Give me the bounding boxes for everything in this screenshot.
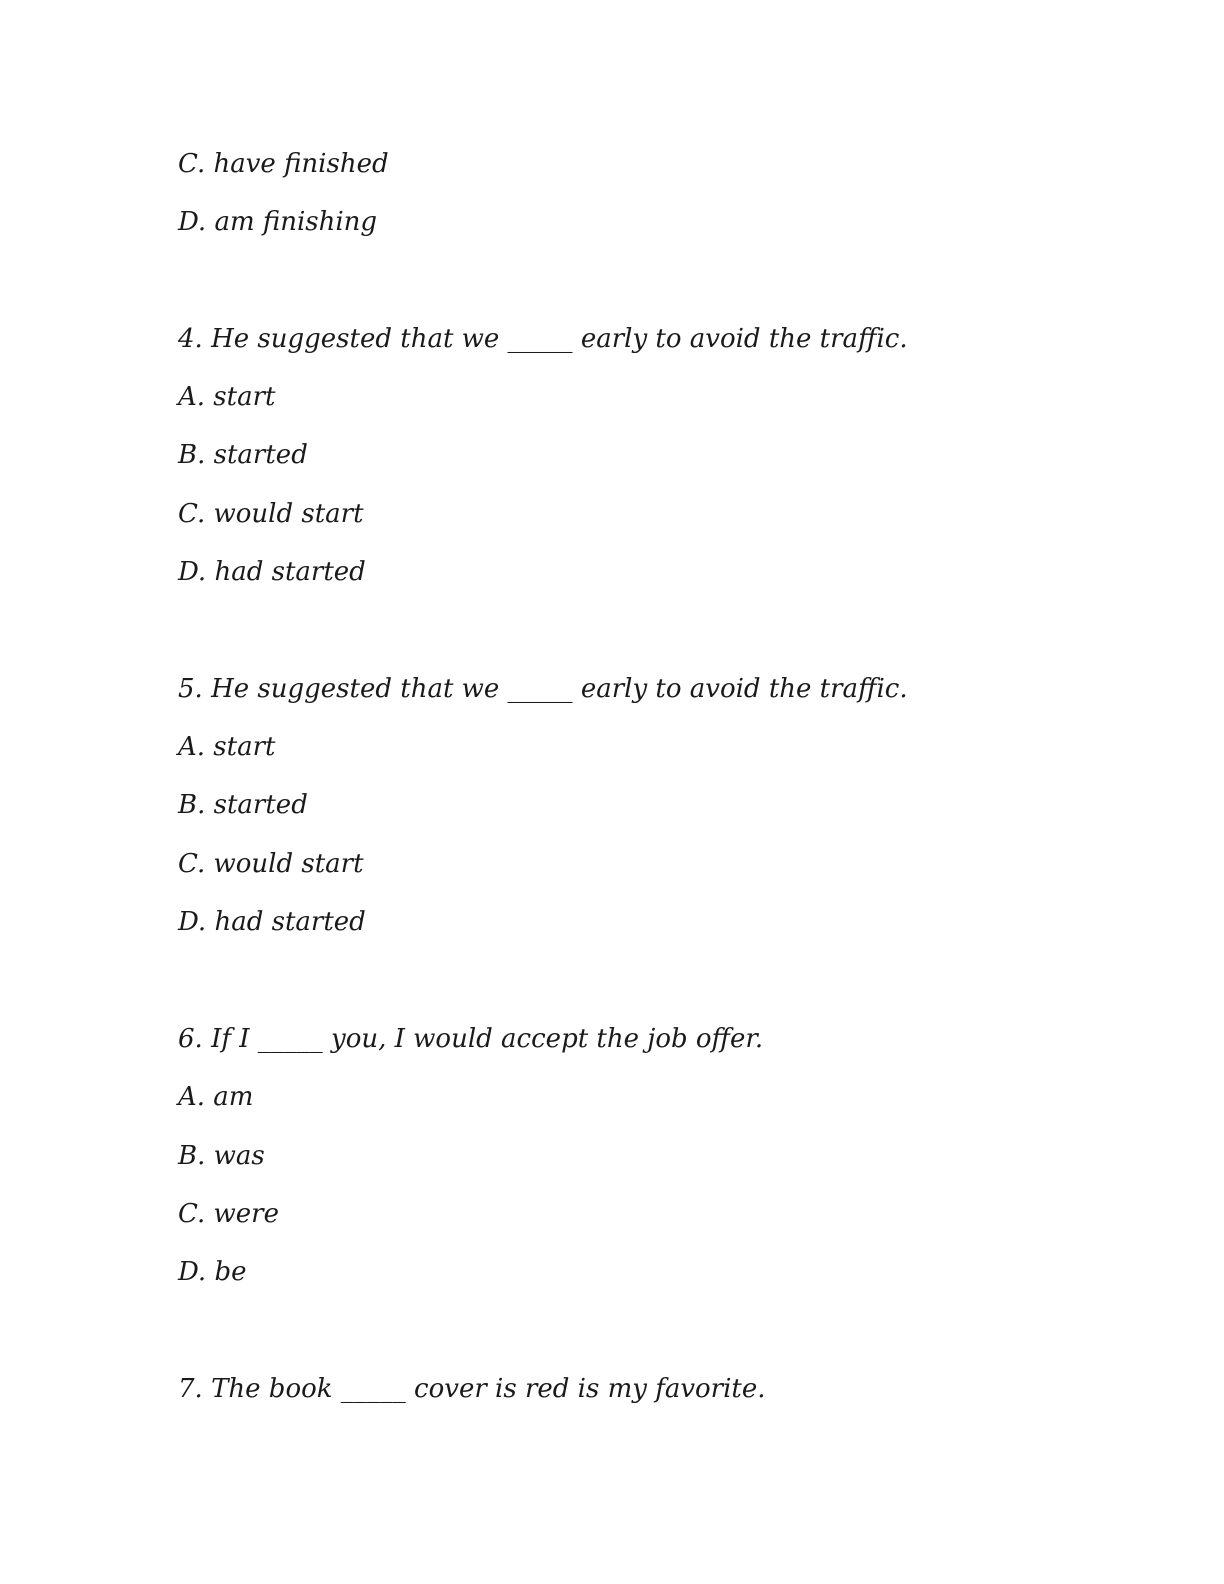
q5-option-c: C. would start [178,849,364,879]
q6-option-b: B. was [178,1141,265,1171]
q3-option-d: D. am finishing [178,207,378,237]
q5-question: 5. He suggested that we _____ early to avoid the traffic. [178,674,908,704]
q4-option-c: C. would start [178,499,364,529]
q4-question: 4. He suggested that we _____ early to avoid the traffic. [178,324,908,354]
q5-option-a: A. start [178,732,276,762]
q3-option-c: C. have finished [178,149,389,179]
q4-option-d: D. had started [178,557,366,587]
q4-option-a: A. start [178,382,276,412]
q5-option-b: B. started [178,790,308,820]
q6-option-a: A. am [178,1082,254,1112]
q5-option-d: D. had started [178,907,366,937]
q6-question: 6. If I _____ you, I would accept the job offer. [178,1024,764,1054]
q7-question: 7. The book _____ cover is red is my favorite. [178,1374,766,1404]
q6-option-c: C. were [178,1199,279,1229]
q4-option-b: B. started [178,440,308,470]
q6-option-d: D. be [178,1257,247,1287]
